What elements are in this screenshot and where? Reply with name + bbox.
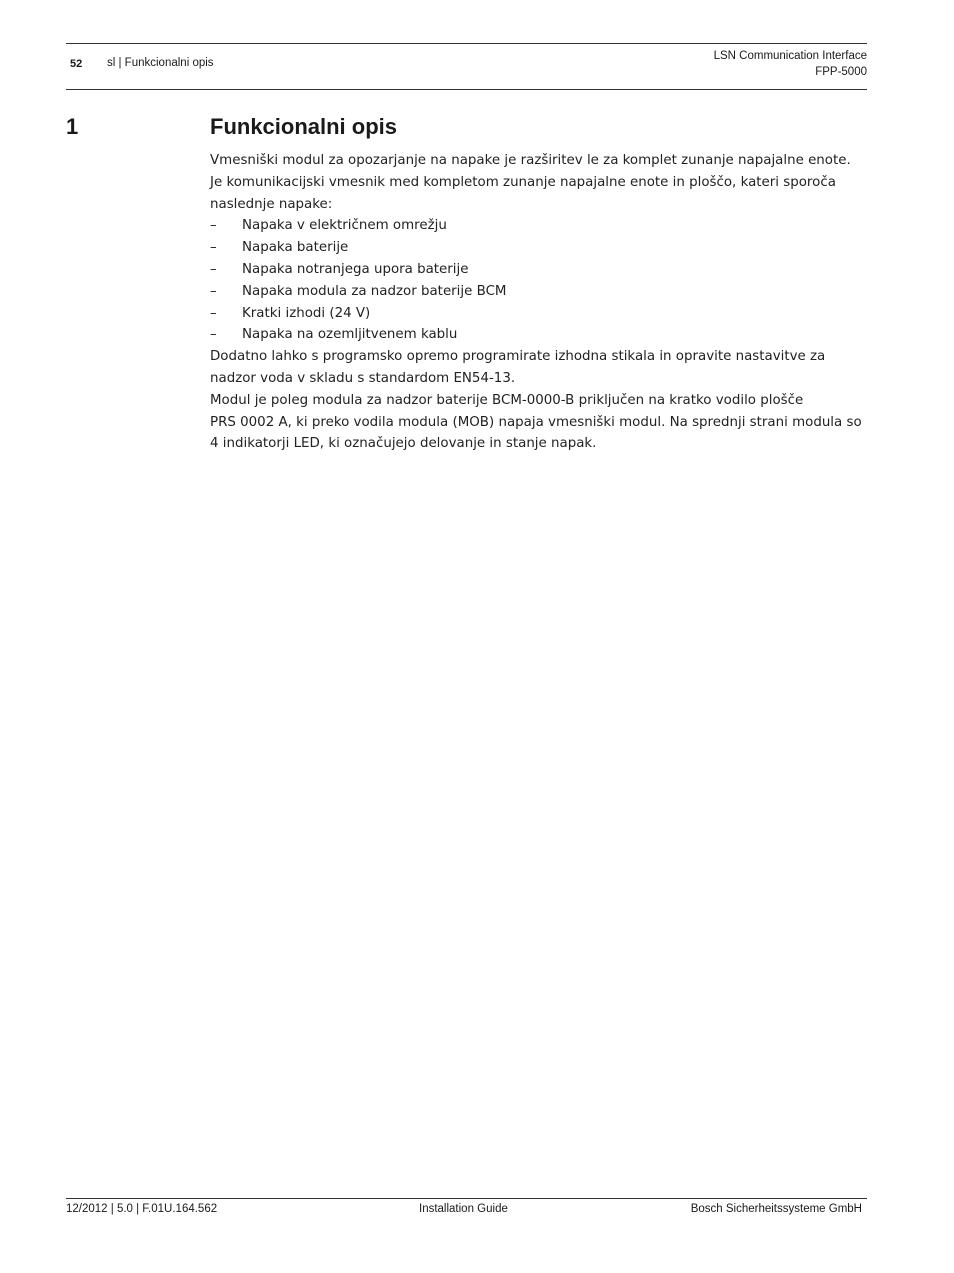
fault-list	[210, 215, 867, 346]
header-product	[714, 49, 867, 80]
list-dash: –	[210, 218, 217, 234]
module-paragraph-rest: PRS 0002 A, ki preko vodila modula (MOB) napaja vmesniški modul. Na sprednji strani modula so 4 indikatorji LED, ki označujejo delovanje in stanje napak.	[210, 414, 862, 452]
intro-paragraph: Vmesniški modul za opozarjanje na napake je razširitev le za komplet zunanje napajalne enote. Je komunikacijski vmesnik med kompletom zunanje napajalne enote in ploščo, kateri sporoča naslednje napake:	[210, 153, 851, 212]
list-item-text: Napaka na ozemljitvenem kablu	[242, 327, 458, 343]
header-product-code: FPP-5000	[815, 65, 867, 78]
list-item	[210, 281, 867, 303]
list-item	[210, 259, 867, 281]
footer-document-type: Installation Guide	[419, 1203, 508, 1215]
list-dash: –	[210, 261, 217, 277]
header-product-name: LSN Communication Interface	[713, 50, 867, 62]
list-item-text: Napaka baterije	[242, 240, 349, 256]
list-item	[210, 303, 867, 325]
list-dash: –	[210, 305, 217, 321]
module-paragraph-line1: Modul je poleg modula za nadzor baterije BCM-0000-B priključen na kratko vodilo plošče	[210, 392, 804, 408]
footer-company: Bosch Sicherheitssysteme GmbH	[690, 1203, 862, 1215]
page-number: 52	[70, 58, 83, 70]
list-item-text: Kratki izhodi (24 V)	[242, 305, 371, 321]
list-dash: –	[210, 327, 217, 343]
list-dash: –	[210, 283, 217, 299]
chapter-body	[210, 150, 867, 455]
list-item-text: Napaka modula za nadzor baterije BCM	[242, 283, 507, 299]
footer-document-id: 12/2012 | 5.0 | F.01U.164.562	[66, 1203, 218, 1215]
chapter-title: Funkcionalni opis	[210, 114, 398, 139]
list-item	[210, 324, 867, 346]
list-item-text: Napaka notranjega upora baterije	[242, 261, 469, 277]
module-paragraph	[210, 390, 867, 455]
settings-paragraph: Dodatno lahko s programsko opremo programirate izhodna stikala in opravite nastavitve za nadzor voda v skladu s standardom EN54-13.	[210, 349, 826, 386]
header-bottom-rule	[66, 89, 867, 90]
list-item	[210, 215, 867, 237]
list-dash: –	[210, 240, 217, 256]
list-item	[210, 237, 867, 259]
header-section-label: sl | Funkcionalni opis	[107, 57, 214, 69]
header-top-rule	[66, 43, 867, 44]
footer-rule	[66, 1198, 867, 1199]
chapter-number: 1	[66, 114, 79, 139]
list-item-text: Napaka v električnem omrežju	[242, 218, 447, 234]
